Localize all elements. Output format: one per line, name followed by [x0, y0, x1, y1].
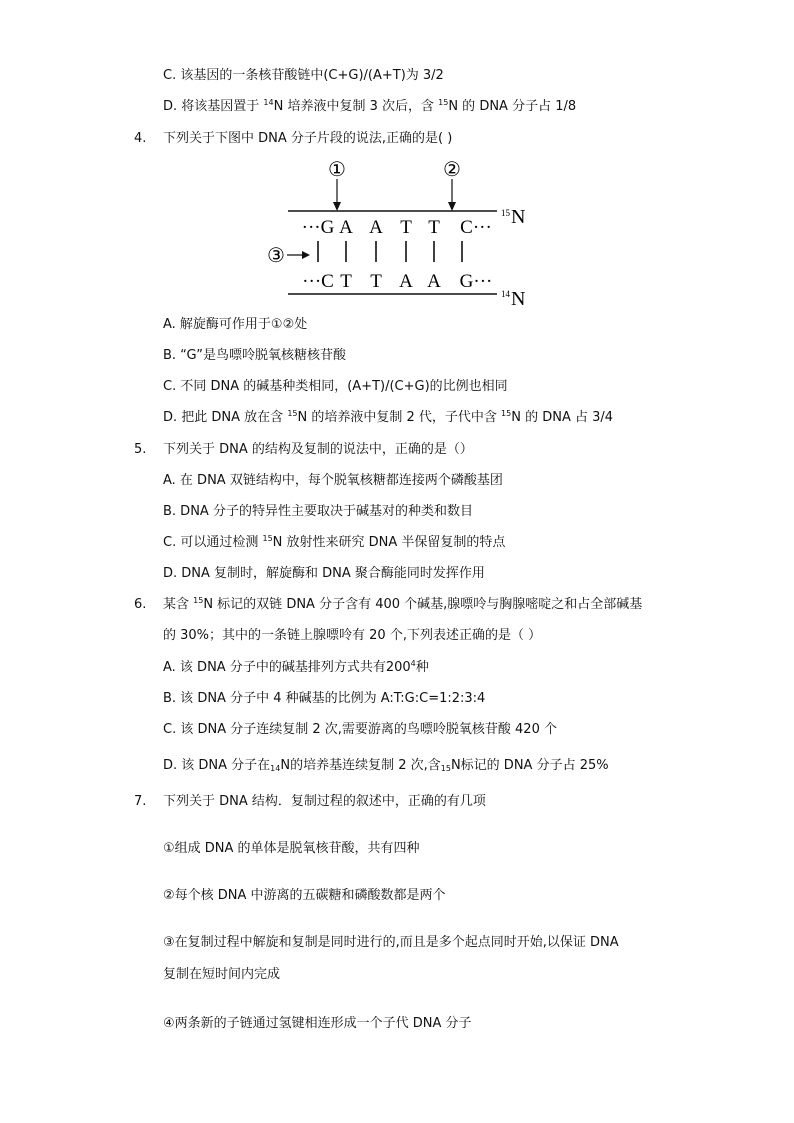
q3-option-d-post: N 的 DNA 分子占 1/8	[448, 99, 577, 114]
q4-option-c: C. 不同 DNA 的碱基种类相同，(A+T)/(C+G)的比例也相同	[163, 379, 508, 394]
q5-option-c	[163, 534, 505, 552]
marker-1: ①	[328, 159, 346, 181]
q7-number: 7.	[134, 794, 147, 809]
q3-option-d-mid: N 培养液中复制 3 次后，含	[273, 99, 439, 114]
q3-option-d-pre: D. 将该基因置于	[163, 99, 264, 114]
top-strand-label-sup: 15	[501, 208, 510, 218]
q5-option-c-pre: C. 可以通过检测	[163, 535, 263, 550]
q5-option-b: B. DNA 分子的特异性主要取决于碱基对的种类和数目	[163, 504, 473, 519]
q6-option-d	[163, 757, 609, 775]
marker-3: ③	[267, 245, 285, 267]
q6-option-a-sup1: 4	[410, 659, 416, 668]
q4-option-d	[163, 409, 613, 427]
bottom-base-6: G···	[459, 271, 493, 292]
q6-option-d-sub1: 14	[270, 764, 281, 773]
top-strand-label: N	[511, 206, 526, 228]
q6-stem-line2: 的 30%；其中的一条链上腺嘌呤有 20 个,下列表述正确的是（ ）	[163, 628, 542, 643]
q6-stem-pre: 某含	[163, 597, 194, 612]
bottom-strand-label: N	[511, 288, 526, 310]
q7-statement-3-line1: ③在复制过程中解旋和复制是同时进行的,而且是多个起点同时开始,以保证 DNA	[163, 935, 619, 950]
q4-option-a: A. 解旋酶可作用于①②处	[163, 317, 308, 332]
q4-option-d-pre: D. 把此 DNA 放在含	[163, 410, 288, 425]
dna-fragment-diagram	[262, 154, 542, 314]
q7-statement-1: ①组成 DNA 的单体是脱氧核苷酸，共有四种	[163, 841, 420, 856]
q6-option-b: B. 该 DNA 分子中 4 种碱基的比例为 A:T:G:C=1:2:3:4	[163, 691, 486, 706]
q3-option-d-sup2: 15	[438, 98, 449, 107]
q5-number: 5.	[134, 442, 147, 457]
marker-3-arrowhead	[302, 251, 310, 259]
q6-option-a	[163, 659, 429, 677]
q6-option-d-mid: N的培养基连续复制 2 次,含	[280, 758, 441, 773]
q4-option-d-mid: N 的培养液中复制 2 代，子代中含	[297, 410, 502, 425]
q3-option-d	[163, 98, 576, 116]
q6-stem-post: N 标记的双链 DNA 分子含有 400 个碱基,腺嘌呤与胸腺嘧啶之和占全部碱基	[203, 597, 643, 612]
q7-statement-2: ②每个核 DNA 中游离的五碳糖和磷酸数都是两个	[163, 888, 446, 903]
q6-option-c: C. 该 DNA 分子连续复制 2 次,需要游离的鸟嘌呤脱氧核苷酸 420 个	[163, 722, 557, 737]
top-base-3: A	[369, 217, 383, 238]
q4-option-d-sup1: 15	[287, 409, 298, 418]
q5-option-d: D. DNA 复制时，解旋酶和 DNA 聚合酶能同时发挥作用	[163, 566, 485, 581]
q4-number: 4.	[134, 131, 147, 146]
q4-option-d-sup2: 15	[501, 409, 512, 418]
marker-2: ②	[443, 159, 461, 181]
q4-stem: 下列关于下图中 DNA 分子片段的说法,正确的是( )	[163, 131, 453, 146]
top-base-2: A	[339, 217, 353, 238]
bottom-base-5: A	[427, 271, 441, 292]
top-base-4: T	[400, 217, 412, 238]
q7-statement-3-line2: 复制在短时间内完成	[163, 967, 281, 982]
q3-option-c: C. 该基因的一条核苷酸链中(C+G)/(A+T)为 3/2	[163, 68, 444, 83]
q6-number: 6.	[134, 597, 147, 612]
q4-option-d-post: N 的 DNA 占 3/4	[511, 410, 614, 425]
q5-stem: 下列关于 DNA 的结构及复制的说法中，正确的是（）	[163, 442, 473, 457]
q6-stem-line1	[163, 596, 642, 614]
bottom-base-4: A	[399, 271, 413, 292]
bottom-base-3: T	[370, 271, 382, 292]
q6-option-d-pre: D. 该 DNA 分子在	[163, 758, 271, 773]
q6-option-a-post: 种	[415, 660, 429, 675]
q6-option-d-post: N标记的 DNA 分子占 25%	[450, 758, 609, 773]
top-base-6: C···	[460, 217, 492, 238]
q3-option-d-sup1: 14	[263, 98, 274, 107]
q5-option-c-post: N 放射性来研究 DNA 半保留复制的特点	[272, 535, 506, 550]
top-base-1: ···G	[301, 217, 335, 238]
q6-option-a-pre: A. 该 DNA 分子中的碱基排列方式共有200	[163, 660, 411, 675]
q7-stem: 下列关于 DNA 结构．复制过程的叙述中，正确的有几项	[163, 794, 486, 809]
marker-2-arrowhead	[448, 202, 456, 211]
top-base-5: T	[428, 217, 440, 238]
bottom-strand-label-sup: 14	[501, 289, 510, 299]
q5-option-c-sup1: 15	[262, 534, 273, 543]
bottom-base-2: T	[340, 271, 352, 292]
q5-option-a: A. 在 DNA 双链结构中，每个脱氧核糖都连接两个磷酸基团	[163, 473, 503, 488]
q4-option-b: B. “G”是鸟嘌呤脱氧核糖核苷酸	[163, 348, 346, 363]
marker-1-arrowhead	[333, 202, 341, 211]
q6-option-d-sub2: 15	[440, 764, 451, 773]
q6-stem-sup1: 15	[193, 596, 204, 605]
q7-statement-4: ④两条新的子链通过氢键相连形成一个子代 DNA 分子	[163, 1016, 472, 1031]
bottom-base-1: ···C	[302, 271, 334, 292]
